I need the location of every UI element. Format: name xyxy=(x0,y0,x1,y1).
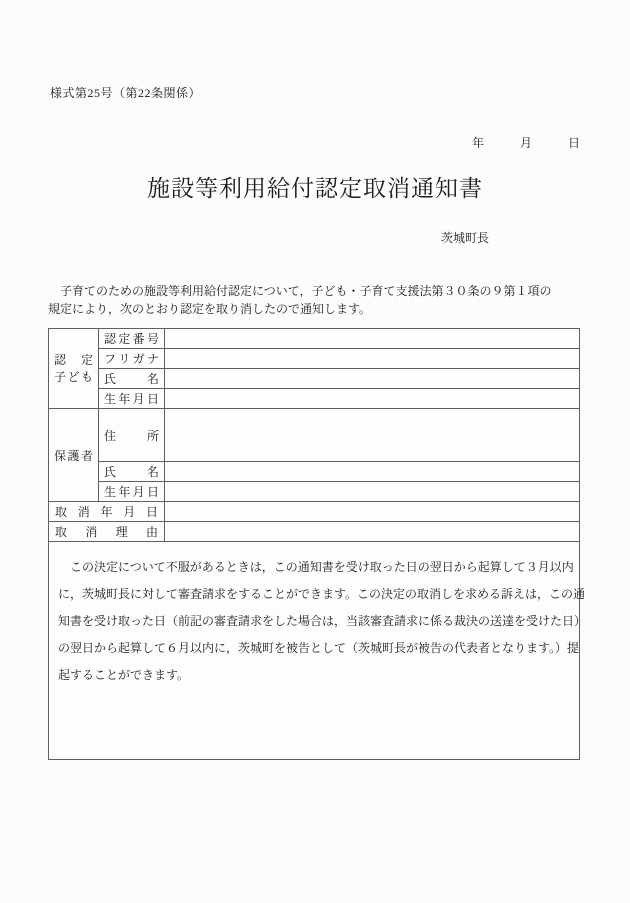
guardian-group-cell xyxy=(49,409,99,502)
cancellation-reason-label: 取 消 理 由 xyxy=(55,525,158,539)
form-number: 様式第25号（第22条関係） xyxy=(50,86,202,100)
notice-line-5: 起することができます。 xyxy=(58,668,190,682)
certification-number-label-cell xyxy=(99,329,165,349)
child-group-label-line1: 認 定 xyxy=(54,353,93,367)
table-row xyxy=(49,369,580,389)
cancellation-date-label: 取 消 年 月 日 xyxy=(55,505,158,519)
child-birthdate-label: 生 年 月 日 xyxy=(104,392,159,406)
table-row xyxy=(49,389,580,409)
date-line: 年 月 日 xyxy=(471,136,580,150)
notice-line-1: この決定について不服があるときは，この通知書を受け取った日の翌日から起算して３月以内 xyxy=(58,560,574,574)
cancellation-reason-value xyxy=(165,522,580,542)
table-row xyxy=(49,502,580,522)
guardian-birthdate-label-cell xyxy=(99,482,165,502)
table-row xyxy=(49,482,580,502)
child-name-label: 氏 名 xyxy=(104,372,159,386)
table-row xyxy=(49,522,580,542)
child-birthdate-label-cell xyxy=(99,389,165,409)
table-row xyxy=(49,349,580,369)
cancellation-date-value xyxy=(165,502,580,522)
child-birthdate-value xyxy=(165,389,580,409)
certification-table xyxy=(48,328,587,760)
guardian-address-value xyxy=(165,409,580,462)
notice-line-4: の翌日から起算して６月以内に，茨城町を被告として（茨城町長が被告の代表者となります。）提 xyxy=(58,641,580,655)
table-row xyxy=(49,542,580,760)
furigana-label-cell xyxy=(99,349,165,369)
child-group-cell xyxy=(49,329,99,409)
certification-number-label: 認 定 番 号 xyxy=(104,332,159,346)
appeal-notice-paragraph xyxy=(58,554,587,689)
table-row xyxy=(49,462,580,482)
appeal-notice-cell xyxy=(49,542,587,760)
table-row xyxy=(49,409,580,462)
guardian-address-label-cell xyxy=(99,409,165,462)
furigana-value xyxy=(165,349,580,369)
intro-paragraph xyxy=(48,283,588,318)
guardian-name-label-cell xyxy=(99,462,165,482)
notice-line-3: 知書を受け取った日（前記の審査請求をした場合は，当該審査請求に係る裁決の送達を受けた日） xyxy=(58,614,587,628)
guardian-name-value xyxy=(165,462,580,482)
guardian-group-label: 保 護 者 xyxy=(54,448,93,463)
page-title: 施設等利用給付認定取消通知書 xyxy=(147,176,483,201)
furigana-label: フ リ ガ ナ xyxy=(104,352,159,366)
guardian-birthdate-value xyxy=(165,482,580,502)
intro-line-1: 子育てのための施設等利用給付認定について，子ども・子育て支援法第３０条の９第１項の xyxy=(48,284,552,298)
child-name-label-cell xyxy=(99,369,165,389)
cancellation-date-label-cell xyxy=(49,502,165,522)
addressee-mayor: 茨城町長 xyxy=(441,231,490,245)
child-group-label-line2: 子 ど も xyxy=(54,370,93,384)
notice-line-2: に，茨城町長に対して審査請求をすることができます。この決定の取消しを求める訴えは，この通 xyxy=(58,587,586,601)
certification-number-value xyxy=(165,329,580,349)
guardian-address-label: 住 所 xyxy=(104,428,159,443)
child-name-value xyxy=(165,369,580,389)
intro-line-2: 規定により，次のとおり認定を取り消したので通知します。 xyxy=(48,301,372,316)
cancellation-reason-label-cell xyxy=(49,522,165,542)
table-row xyxy=(49,329,580,349)
guardian-birthdate-label: 生 年 月 日 xyxy=(104,485,159,499)
guardian-name-label: 氏 名 xyxy=(104,465,159,479)
